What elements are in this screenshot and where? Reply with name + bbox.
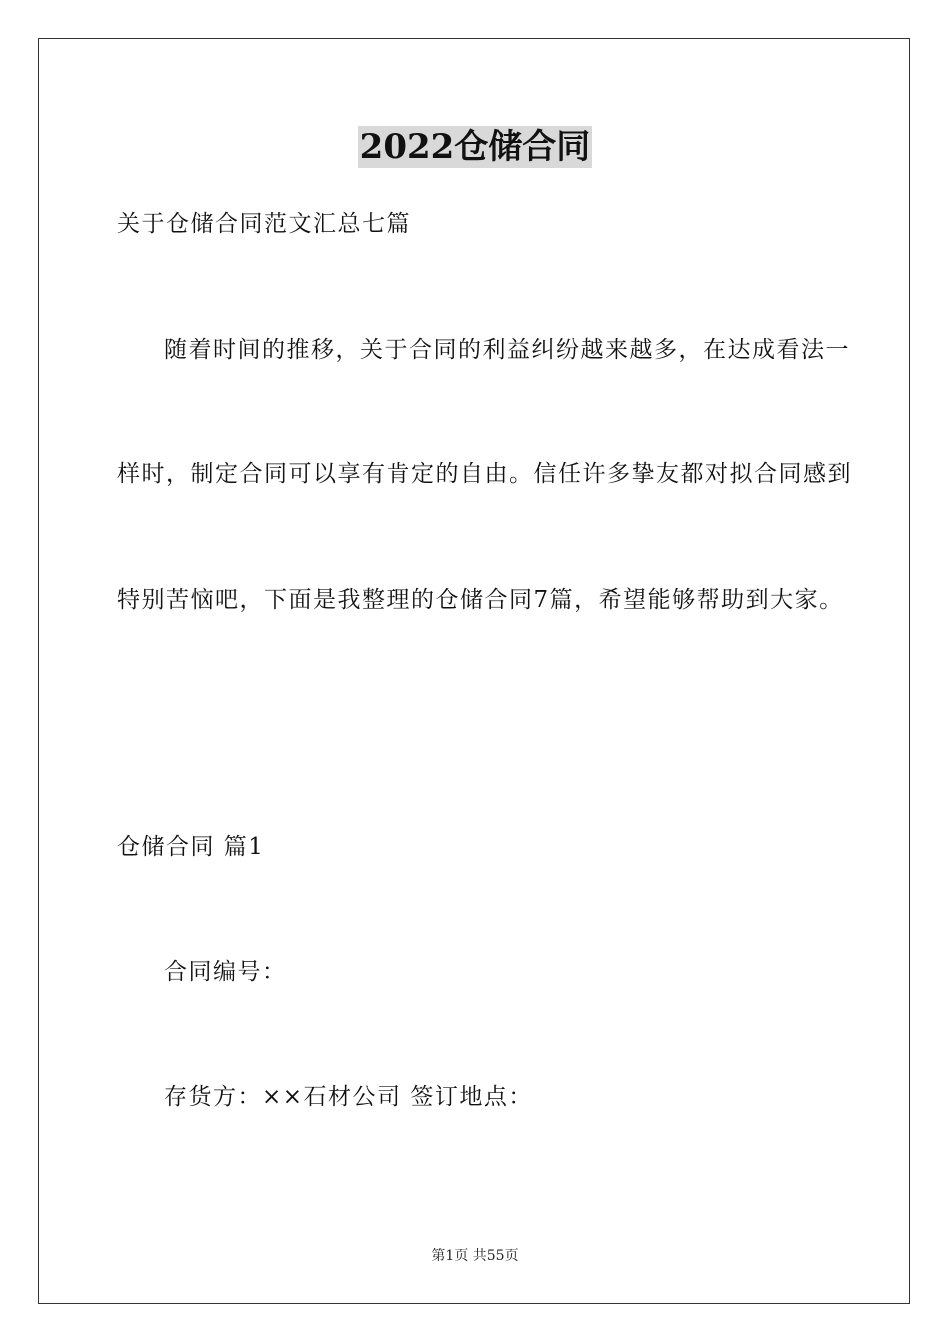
intro-paragraph-line-2: 样时，制定合同可以享有肯定的自由。信任许多挚友都对拟合同感到 (117, 461, 852, 487)
document-subtitle: 关于仓储合同范文汇总七篇 (117, 211, 411, 237)
page-footer: 第1页 共55页 (431, 1248, 519, 1264)
party-line: 存货方：××石材公司 签订地点： (164, 1084, 533, 1110)
contract-number-label: 合同编号： (164, 959, 287, 985)
section-heading: 仓储合同 篇1 (117, 834, 265, 860)
document-title: 2022仓储合同 (359, 127, 591, 167)
intro-paragraph-line-1: 随着时间的推移，关于合同的利益纠纷越来越多，在达成看法一 (164, 337, 850, 363)
intro-paragraph-line-3: 特别苦恼吧，下面是我整理的仓储合同7篇，希望能够帮助到大家。 (117, 587, 844, 613)
title-container (0, 126, 950, 168)
